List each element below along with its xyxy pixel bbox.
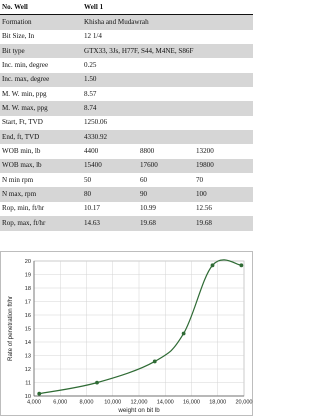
data-point — [182, 332, 186, 336]
table-cell: GTX33, 3Js, H77F, S44, M4NE, S86F — [82, 44, 253, 58]
y-tick-label: 17 — [24, 299, 31, 306]
row-label: M. W. max, ppg — [0, 101, 82, 115]
y-tick-label: 12 — [24, 367, 31, 373]
x-tick-label: 6,000 — [53, 399, 68, 406]
y-tick-label: 19 — [24, 272, 31, 279]
table-row — [0, 30, 253, 44]
row-label: N min rpm — [2, 175, 34, 184]
table-row — [0, 101, 253, 115]
header-cell — [194, 0, 253, 15]
y-tick-label: 14 — [24, 340, 31, 346]
data-point — [37, 392, 41, 396]
table-row — [0, 187, 253, 201]
table-row — [0, 130, 253, 144]
row-label: Start, Ft, TVD — [2, 118, 43, 127]
x-tick-label: 4,000 — [27, 399, 41, 406]
table-cell: 50 — [84, 175, 92, 184]
table-cell: 10.17 — [84, 204, 100, 213]
data-point — [211, 263, 215, 267]
row-label: End, ft, TVD — [0, 130, 82, 144]
table-row — [0, 58, 253, 72]
x-tick-label: 8,000 — [79, 399, 94, 406]
table-cell: 8.74 — [82, 101, 253, 115]
row-label: Bit Size, In — [2, 32, 35, 41]
table-cell: 10.99 — [140, 204, 156, 213]
row-label: WOB max, lb — [0, 159, 82, 173]
table-row — [0, 15, 253, 30]
row-label: Formation — [0, 15, 82, 30]
row-label: N max, rpm — [0, 187, 82, 201]
table-cell: 0.25 — [84, 61, 97, 69]
data-point — [153, 360, 157, 364]
table-row — [0, 73, 253, 87]
table-cell: 15400 — [82, 159, 138, 173]
table-cell: 19800 — [194, 159, 253, 173]
y-tick-label: 18 — [24, 286, 31, 292]
table-cell: 100 — [194, 187, 253, 201]
x-tick-label: 18,000 — [209, 399, 227, 406]
table-cell: 19.68 — [138, 216, 194, 230]
table-cell: 13200 — [196, 147, 214, 156]
y-tick-label: 20 — [24, 259, 31, 265]
table-cell: 4400 — [84, 147, 99, 156]
table-row — [0, 87, 253, 101]
table-row — [0, 202, 253, 216]
table-header-row — [0, 0, 253, 15]
table-cell: 80 — [82, 187, 138, 201]
header-cell: No. Well — [0, 0, 82, 15]
table-cell: 60 — [140, 175, 148, 184]
table-cell: 17600 — [138, 159, 194, 173]
table-cell: 1250.06 — [84, 118, 108, 127]
y-tick-label: 10 — [24, 394, 31, 400]
table-cell: Khisha and Mudawrah — [82, 15, 253, 30]
x-tick-label: 12,000 — [130, 399, 148, 406]
table-cell: 14.63 — [82, 216, 138, 230]
y-tick-label: 11 — [25, 380, 31, 387]
table-cell: 90 — [138, 187, 194, 201]
row-label: Rop, max, ft/hr — [0, 216, 82, 230]
table-row — [0, 159, 253, 173]
table-row — [0, 216, 253, 230]
table-row — [0, 116, 253, 130]
data-point — [239, 263, 243, 267]
table-cell: 12.56 — [196, 204, 212, 213]
header-cell — [138, 0, 194, 15]
table-cell: 4330.92 — [82, 130, 253, 144]
x-tick-label: 20,000 — [235, 399, 253, 406]
y-tick-label: 13 — [24, 353, 31, 360]
table-cell: 70 — [196, 175, 204, 184]
table-row — [0, 44, 253, 58]
x-tick-label: 10,000 — [104, 399, 122, 406]
row-label: Rop, min, ft/hr — [2, 204, 45, 213]
x-tick-label: 16,000 — [182, 399, 201, 406]
row-label: WOB min, lb — [2, 147, 41, 156]
chart-grid — [34, 261, 244, 396]
row-label: Bit type — [0, 44, 82, 58]
x-tick-label: 14,000 — [156, 399, 174, 406]
table-row — [0, 173, 253, 187]
chart-svg — [1, 252, 254, 417]
row-label: Inc. max, degree — [0, 73, 82, 87]
table-cell: 19.68 — [194, 216, 253, 230]
rop-vs-wob-chart — [0, 251, 253, 416]
row-label: Inc. min, degree — [2, 61, 49, 69]
table-body — [0, 0, 253, 231]
header-cell: Well 1 — [82, 0, 138, 15]
y-tick-label: 15 — [24, 326, 31, 333]
x-axis-label: weight on bit lb — [118, 407, 160, 414]
y-tick-label: 16 — [24, 313, 31, 319]
well-data-table — [0, 0, 253, 231]
data-point — [95, 381, 99, 385]
table-cell: 8.57 — [84, 89, 97, 98]
table-row — [0, 144, 253, 158]
y-axis-label: Rate of penetration ft/hr — [7, 295, 14, 362]
table-cell: 12 1/4 — [84, 32, 102, 41]
row-label: M. W. min, ppg — [2, 89, 47, 98]
table-cell: 1.50 — [82, 73, 253, 87]
table-cell: 8800 — [140, 147, 155, 156]
